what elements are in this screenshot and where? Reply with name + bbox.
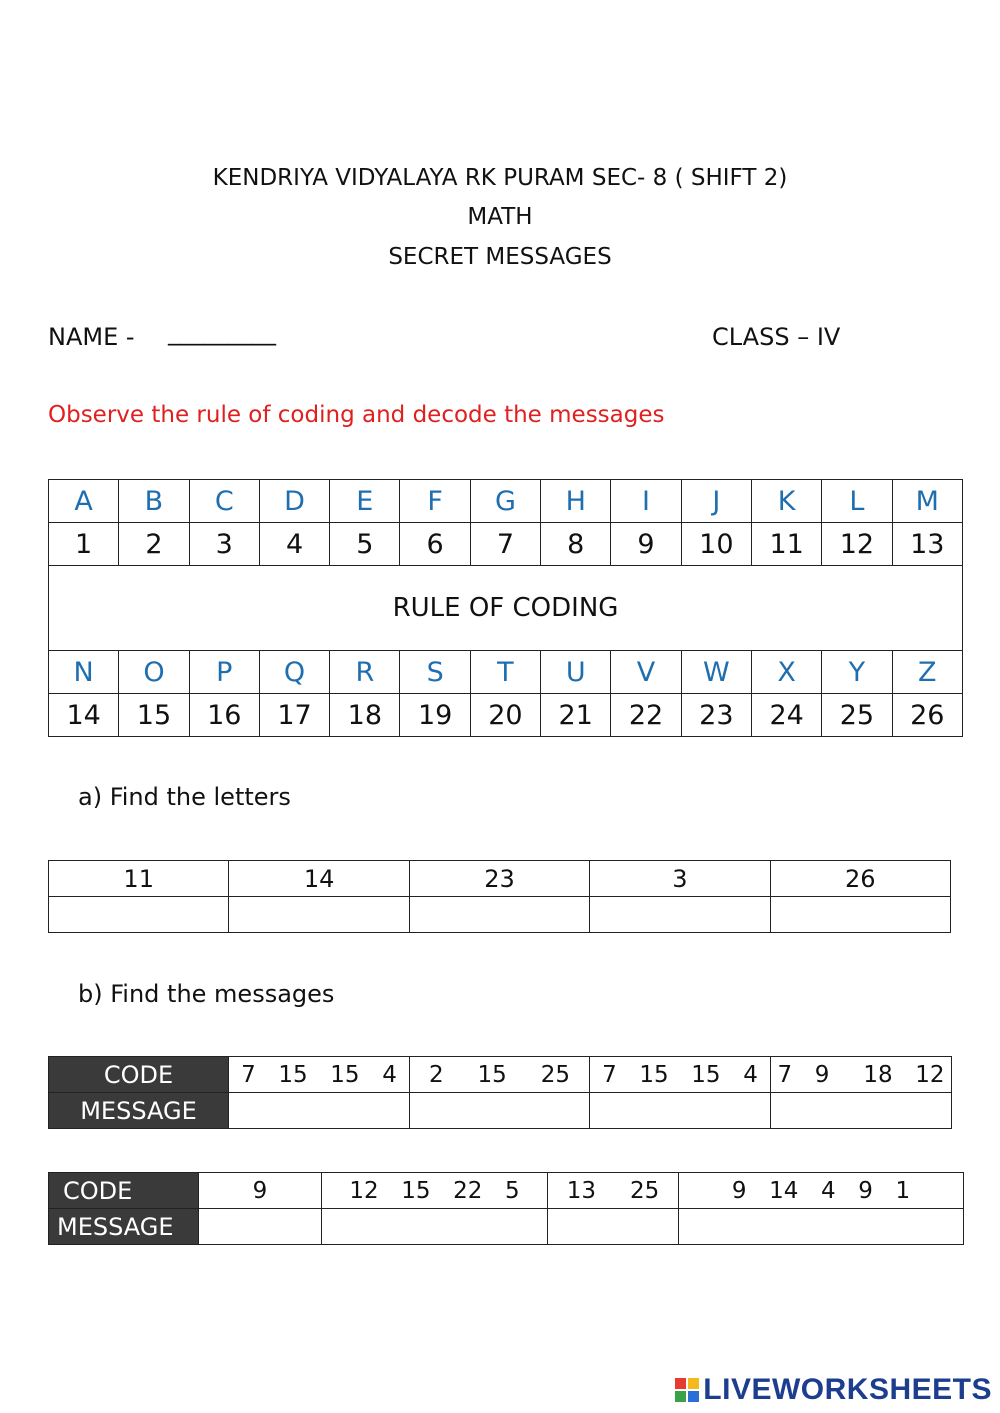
letter-cell: V [611,651,681,694]
find-letters-table [48,860,951,933]
number-cell: 22 [611,694,681,737]
message-header: MESSAGE [49,1209,199,1245]
number-row [49,861,951,897]
liveworksheets-logo-icon [675,1378,699,1402]
rule-of-coding-table [48,479,963,737]
number-cell: 17 [259,694,329,737]
logo-square [688,1391,699,1402]
letters-row-a-m [49,480,963,523]
letter-cell: J [681,480,751,523]
letter-answer-cell[interactable] [409,897,589,933]
letter-answer-cell[interactable] [229,897,409,933]
code-number-cell: 26 [770,861,950,897]
topic-title: SECRET MESSAGES [388,244,612,270]
message-answer-cell[interactable] [771,1093,952,1129]
code-header: CODE [49,1057,229,1093]
letter-cell: B [119,480,189,523]
code-group: 7 15 15 4 [229,1057,410,1093]
code-number-cell: 11 [49,861,229,897]
number-cell: 23 [681,694,751,737]
message-header: MESSAGE [49,1093,229,1129]
letter-cell: C [189,480,259,523]
code-group: 13 25 [548,1173,679,1209]
message-row [49,1093,952,1129]
number-cell: 12 [822,523,892,566]
subject-title: MATH [467,204,533,230]
code-group: 9 [199,1173,322,1209]
letter-cell: U [541,651,611,694]
letter-cell: H [541,480,611,523]
code-row [49,1057,952,1093]
letter-cell: G [470,480,540,523]
number-cell: 1 [49,523,119,566]
messages-table-2 [48,1172,964,1245]
number-cell: 11 [751,523,821,566]
code-row [49,1173,964,1209]
code-number-cell: 14 [229,861,409,897]
letter-cell: A [49,480,119,523]
message-answer-cell[interactable] [590,1093,771,1129]
number-cell: 2 [119,523,189,566]
letter-cell: R [330,651,400,694]
letter-answer-cell[interactable] [590,897,770,933]
logo-square [675,1391,686,1402]
code-group: 7 9 18 12 [771,1057,952,1093]
number-cell: 26 [892,694,962,737]
answer-row [49,897,951,933]
message-answer-cell[interactable] [410,1093,590,1129]
number-cell: 24 [751,694,821,737]
number-cell: 20 [470,694,540,737]
letter-cell: Q [259,651,329,694]
school-title: KENDRIYA VIDYALAYA RK PURAM SEC- 8 ( SHIFT 2) [212,165,788,191]
message-answer-cell[interactable] [548,1209,679,1245]
logo-square [688,1378,699,1389]
letter-cell: S [400,651,470,694]
name-label: NAME - [48,323,135,351]
letters-row-n-z [49,651,963,694]
number-cell: 25 [822,694,892,737]
numbers-row-1-13 [49,523,963,566]
code-number-cell: 3 [590,861,770,897]
number-cell: 9 [611,523,681,566]
number-cell: 19 [400,694,470,737]
name-blank: _________ [168,318,276,346]
part-b-title: b) Find the messages [78,980,335,1008]
number-cell: 21 [541,694,611,737]
number-cell: 8 [541,523,611,566]
code-group: 9 14 4 9 1 [679,1173,964,1209]
number-cell: 13 [892,523,962,566]
liveworksheets-brand [675,1373,992,1407]
letter-answer-cell[interactable] [770,897,950,933]
rule-row [49,566,963,651]
part-a-title: a) Find the letters [78,783,291,811]
number-cell: 6 [400,523,470,566]
letter-cell: D [259,480,329,523]
letter-answer-cell[interactable] [49,897,229,933]
rule-of-coding-label: RULE OF CODING [49,566,963,651]
message-answer-cell[interactable] [229,1093,410,1129]
number-cell: 7 [470,523,540,566]
message-answer-cell[interactable] [322,1209,548,1245]
code-group: 12 15 22 5 [322,1173,548,1209]
letter-cell: L [822,480,892,523]
message-answer-cell[interactable] [199,1209,322,1245]
message-answer-cell[interactable] [679,1209,964,1245]
letter-cell: Z [892,651,962,694]
letter-cell: I [611,480,681,523]
code-group: 7 15 15 4 [590,1057,771,1093]
letter-cell: N [49,651,119,694]
letter-cell: O [119,651,189,694]
letter-cell: M [892,480,962,523]
letter-cell: F [400,480,470,523]
letter-cell: W [681,651,751,694]
number-cell: 5 [330,523,400,566]
letter-cell: K [751,480,821,523]
number-cell: 14 [49,694,119,737]
numbers-row-14-26 [49,694,963,737]
logo-square [675,1378,686,1389]
number-cell: 3 [189,523,259,566]
letter-cell: Y [822,651,892,694]
messages-table-1 [48,1056,952,1129]
number-cell: 15 [119,694,189,737]
letter-cell: T [470,651,540,694]
number-cell: 16 [189,694,259,737]
liveworksheets-text: LIVEWORKSHEETS [703,1373,992,1406]
letter-cell: E [330,480,400,523]
number-cell: 18 [330,694,400,737]
code-header: CODE [49,1173,199,1209]
code-number-cell: 23 [409,861,589,897]
instruction-text: Observe the rule of coding and decode the messages [48,402,665,428]
class-label: CLASS – IV [712,323,841,351]
letter-cell: P [189,651,259,694]
message-row [49,1209,964,1245]
number-cell: 10 [681,523,751,566]
number-cell: 4 [259,523,329,566]
code-group: 2 15 25 [410,1057,590,1093]
letter-cell: X [751,651,821,694]
